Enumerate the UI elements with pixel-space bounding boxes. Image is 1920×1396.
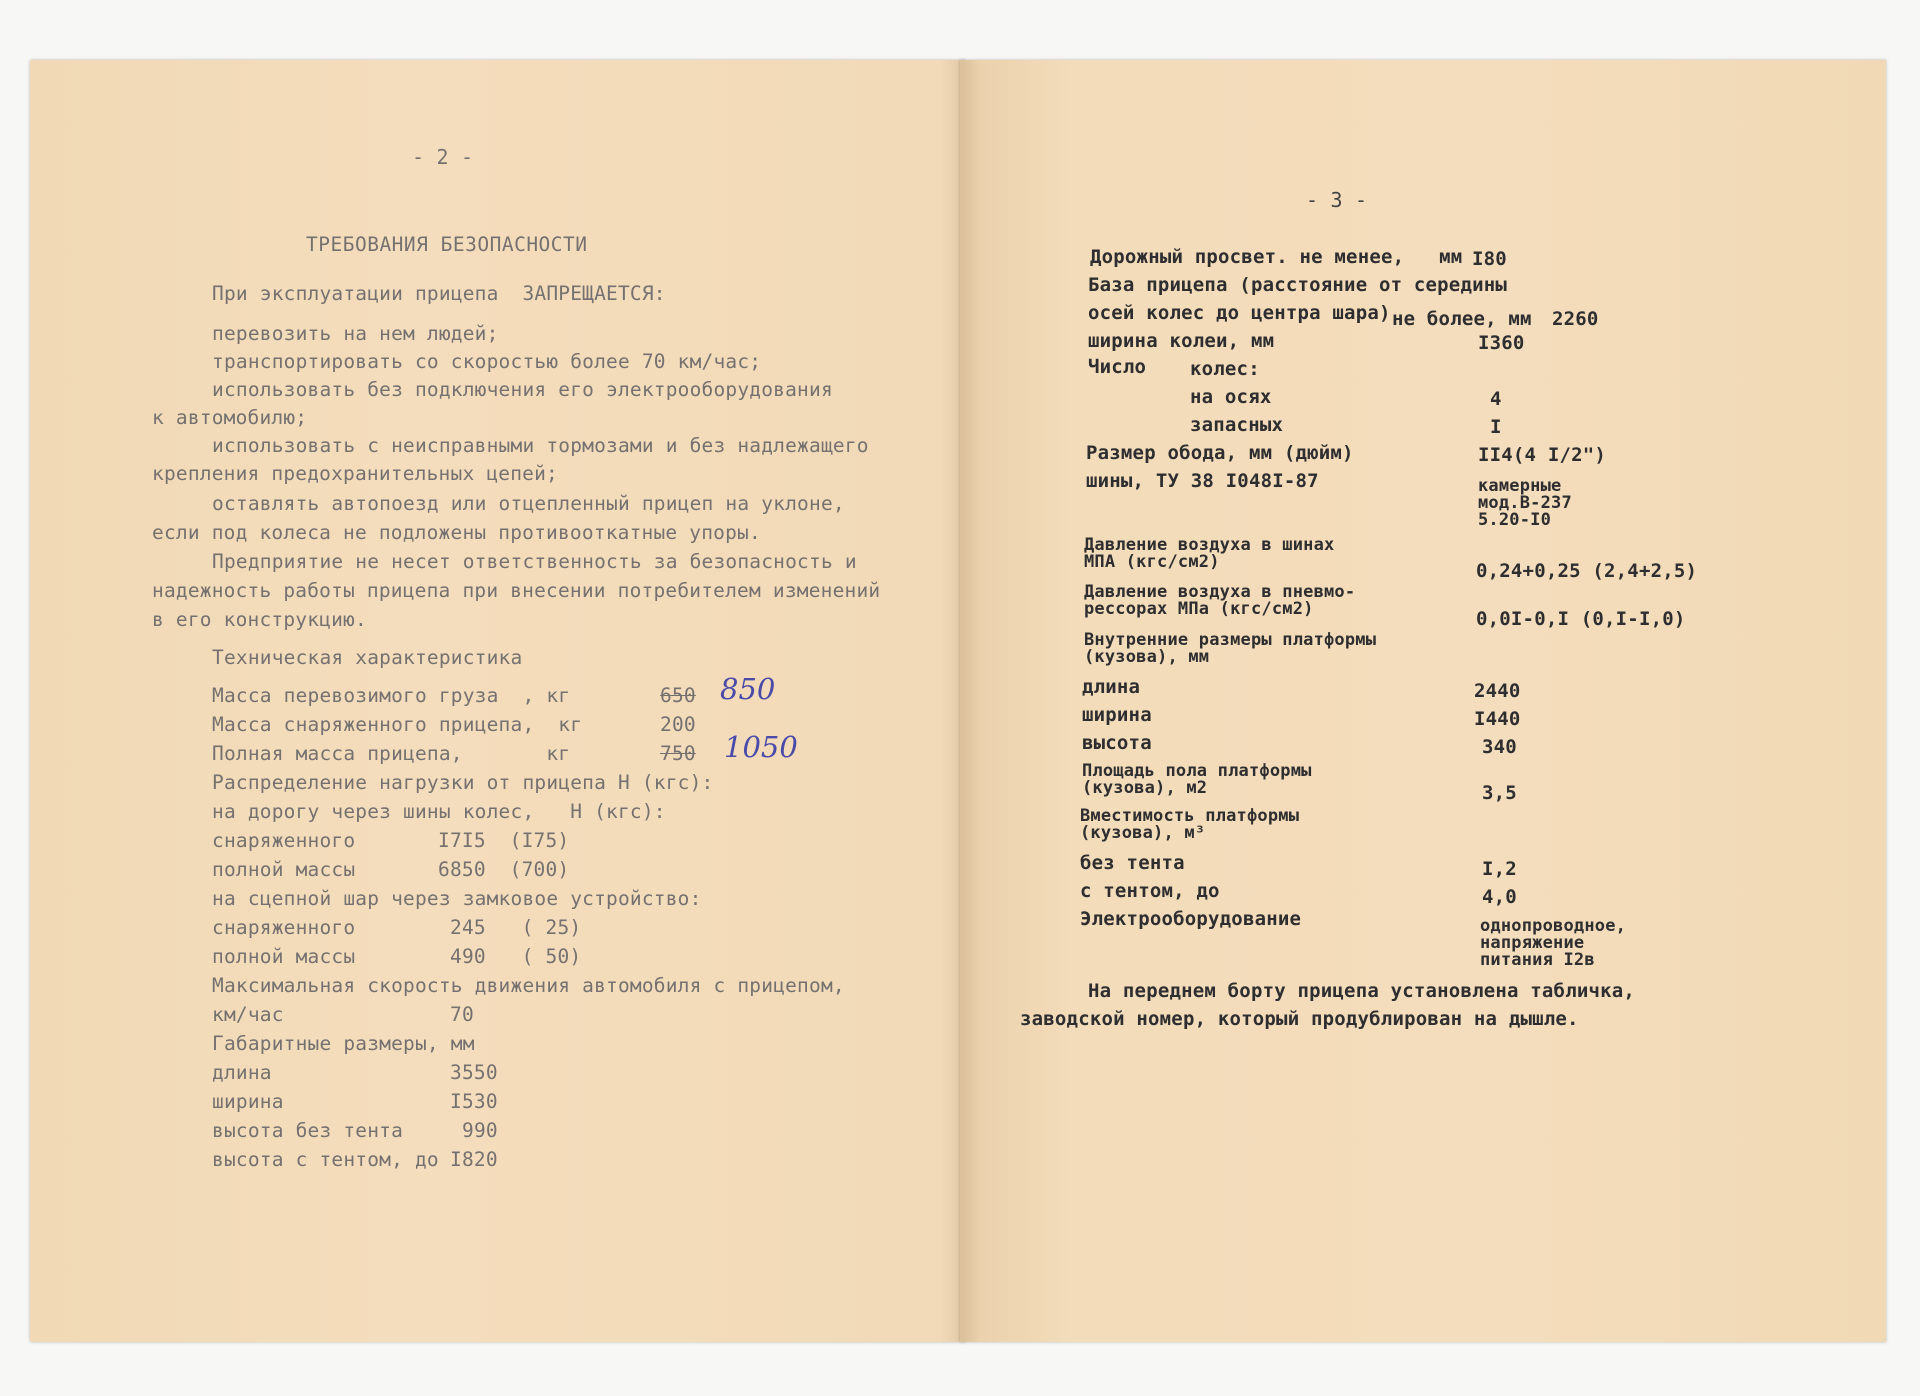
base-label-1: База прицепа (расстояние от середины xyxy=(1088,274,1508,296)
prohibition-line: использовать с неисправными тормозами и без надлежащего xyxy=(212,434,869,457)
base-value: 2260 xyxy=(1552,308,1599,330)
mass-equipped-value: 200 xyxy=(660,713,696,736)
prohibition-line: использовать без подключения его электрооборудования xyxy=(212,378,833,401)
capacity-label-2: (кузова), м³ xyxy=(1080,823,1206,843)
note-line-2: заводской номер, который продублирован на дышле. xyxy=(1020,1008,1579,1030)
length-value: 2440 xyxy=(1474,680,1521,702)
load-distribution: Распределение нагрузки от прицепа Н (кгс): xyxy=(212,771,714,794)
floor-area-label-1: Площадь пола платформы xyxy=(1082,761,1312,781)
book-gutter xyxy=(940,60,980,1342)
dimension-value: I820 xyxy=(450,1148,498,1171)
electrical-value-2: напряжение xyxy=(1480,933,1585,953)
mass-full-label: Полная масса прицепа, кг xyxy=(212,742,571,765)
dimension-label: высота с тентом, до xyxy=(212,1148,439,1171)
ball-equipped-value: 245 ( 25) xyxy=(450,916,582,939)
tires-value-2: мод.В-237 xyxy=(1478,493,1572,513)
tires-value-1: камерные xyxy=(1478,476,1562,496)
mass-cargo-handwritten-value: 850 xyxy=(720,672,776,706)
tires-value-3: 5.20-I0 xyxy=(1478,510,1552,530)
spring-pressure-value: 0,0I-0,I (0,I-I,0) xyxy=(1476,608,1686,630)
no-tent-value: I,2 xyxy=(1482,858,1517,880)
height-value: 340 xyxy=(1482,736,1517,758)
dimension-value: I530 xyxy=(450,1090,498,1113)
prohibition-line: надежность работы прицепа при внесении потребителем изменений xyxy=(152,579,881,602)
wheels-label: Число xyxy=(1088,356,1147,378)
dimension-value: 990 xyxy=(462,1119,498,1142)
road-full-value: 6850 (700) xyxy=(438,858,570,881)
spring-pressure-label-1: Давление воздуха в пневмо- xyxy=(1084,582,1356,602)
prohibition-line: оставлять автопоезд или отцепленный прицеп на уклоне, xyxy=(212,492,845,515)
height-label: высота xyxy=(1082,732,1152,754)
with-tent-label: с тентом, до xyxy=(1080,880,1220,902)
electrical-label: Электрооборудование xyxy=(1080,908,1302,930)
road-equipped-label: снаряженного xyxy=(212,829,356,852)
track-value: I360 xyxy=(1478,332,1525,354)
rim-value: II4(4 I/2") xyxy=(1478,444,1607,466)
prohibition-line: перевозить на нем людей; xyxy=(212,322,499,345)
ball-equipped-label: снаряженного xyxy=(212,916,356,939)
electrical-value-1: однопроводное, xyxy=(1480,916,1627,936)
mass-full-old-value: 750 xyxy=(660,742,696,765)
mass-cargo-old-value: 650 xyxy=(660,684,696,707)
clearance-value: I80 xyxy=(1472,248,1507,270)
mass-full-handwritten-value: 1050 xyxy=(724,730,798,764)
page-number-left: - 2 - xyxy=(412,145,474,169)
capacity-label-1: Вместимость платформы xyxy=(1080,806,1300,826)
rim-label: Размер обода, мм (дюйм) xyxy=(1086,442,1354,464)
no-tent-label: без тента xyxy=(1080,852,1185,874)
road-full-label: полной массы xyxy=(212,858,356,881)
prohibition-line: Предприятие не несет ответственность за безопасность и xyxy=(212,550,857,573)
max-speed-unit: км/час xyxy=(212,1003,284,1026)
prohibition-line: транспортировать со скоростью более 70 км/час; xyxy=(212,350,762,373)
spec-title: Техническая характеристика xyxy=(212,646,523,669)
clearance-label: Дорожный просвет. не менее, мм xyxy=(1090,246,1463,268)
mass-cargo-label: Масса перевозимого груза , кг xyxy=(212,684,571,707)
load-on-road: на дорогу через шины колес, Н (кгс): xyxy=(212,800,666,823)
dimension-label: длина xyxy=(212,1061,272,1084)
width-value: I440 xyxy=(1474,708,1521,730)
note-line-1: На переднем борту прицепа установлена табличка, xyxy=(1088,980,1636,1002)
mass-equipped-label: Масса снаряженного прицепа, кг xyxy=(212,713,583,736)
load-on-ball: на сцепной шар через замковое устройство: xyxy=(212,887,702,910)
tire-pressure-label-2: МПА (кгс/см2) xyxy=(1084,552,1220,572)
dimension-label: высота без тента xyxy=(212,1119,404,1142)
track-label: ширина колеи, мм xyxy=(1088,330,1275,352)
tire-pressure-value: 0,24+0,25 (2,4+2,5) xyxy=(1476,560,1698,582)
inner-dims-label-1: Внутренние размеры платформы xyxy=(1084,630,1377,650)
spare-label: запасных xyxy=(1190,414,1284,436)
dimension-value: 3550 xyxy=(450,1061,498,1084)
safety-intro: При эксплуатации прицепа ЗАПРЕЩАЕТСЯ: xyxy=(212,282,666,305)
prohibition-line: к автомобилю; xyxy=(152,406,308,429)
floor-area-label-2: (кузова), м2 xyxy=(1082,778,1208,798)
axles-value: 4 xyxy=(1490,388,1502,410)
axles-label: на осях xyxy=(1190,386,1272,408)
spare-value: I xyxy=(1490,416,1502,438)
prohibition-line: в его конструкцию. xyxy=(152,608,367,631)
width-label: ширина xyxy=(1082,704,1152,726)
length-label: длина xyxy=(1082,676,1141,698)
electrical-value-3: питания I2в xyxy=(1480,950,1595,970)
page-number-right: - 3 - xyxy=(1306,188,1368,212)
tires-label: шины, ТУ 38 I048I-87 xyxy=(1086,470,1319,492)
dimension-label: ширина xyxy=(212,1090,284,1113)
floor-area-value: 3,5 xyxy=(1482,782,1517,804)
max-speed-value: 70 xyxy=(450,1003,474,1026)
prohibition-line: крепления предохранительных цепей; xyxy=(152,462,558,485)
with-tent-value: 4,0 xyxy=(1482,886,1517,908)
ball-full-label: полной массы xyxy=(212,945,356,968)
base-label-2: осей колес до центра шара) xyxy=(1088,302,1391,324)
road-equipped-value: I7I5 (I75) xyxy=(438,829,570,852)
spring-pressure-label-2: рессорах МПа (кгс/см2) xyxy=(1084,599,1314,619)
inner-dims-label-2: (кузова), мм xyxy=(1084,647,1210,667)
base-label-2b: не более, мм xyxy=(1392,308,1532,330)
max-speed-label: Максимальная скорость движения автомобиля с прицепом, xyxy=(212,974,845,997)
tire-pressure-label-1: Давление воздуха в шинах xyxy=(1084,535,1335,555)
safety-title: ТРЕБОВАНИЯ БЕЗОПАСНОСТИ xyxy=(306,233,588,256)
prohibition-line: если под колеса не подложены противооткатные упоры. xyxy=(152,521,761,544)
wheels-sublabel: колес: xyxy=(1190,358,1260,380)
dimensions-title: Габаритные размеры, мм xyxy=(212,1032,475,1055)
ball-full-value: 490 ( 50) xyxy=(450,945,582,968)
